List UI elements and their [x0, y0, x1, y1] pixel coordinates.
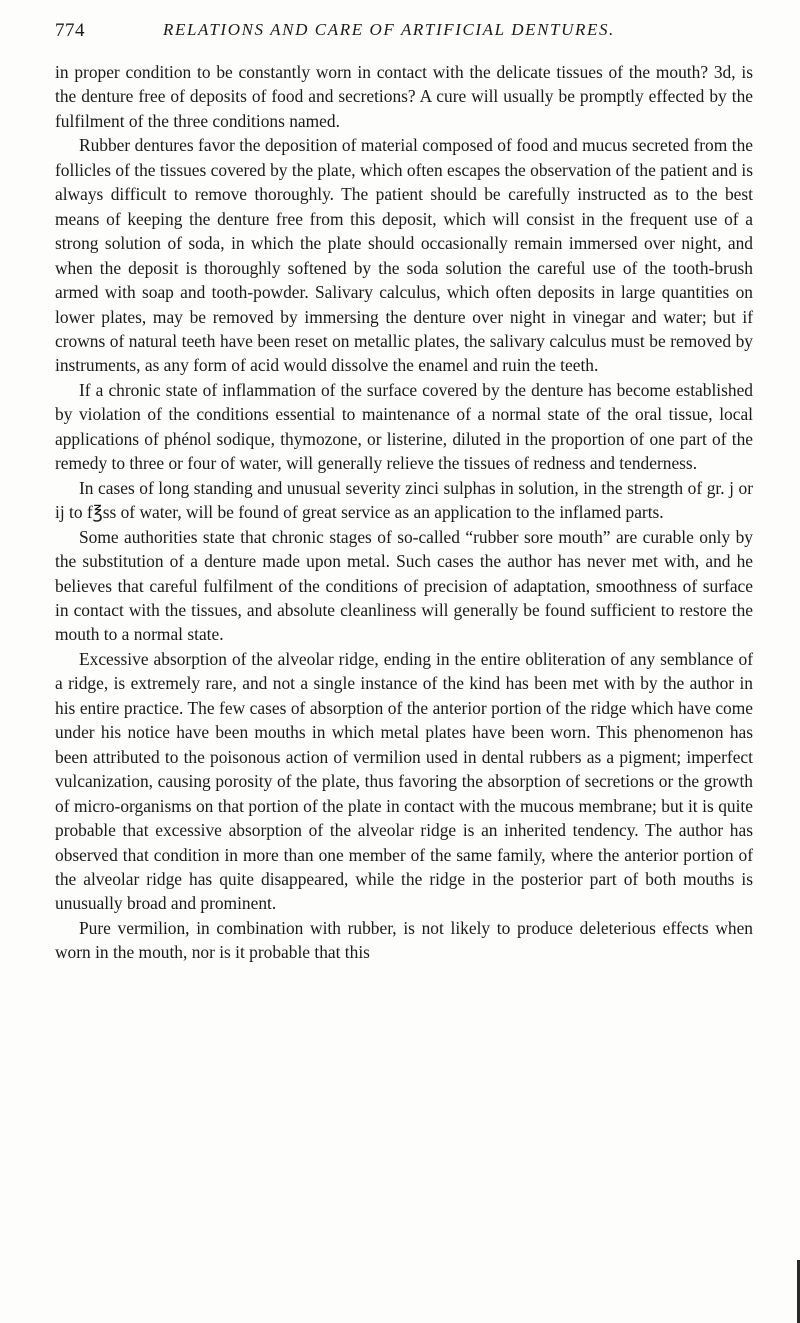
page-number: 774 [55, 20, 85, 41]
paragraph-rubber-sore-mouth: Some authorities state that chronic stages of so-called “rubber sore mouth” are curable only by the substitution of a denture made upon metal. Such cases the author has never met with, and he believes that careful fulfilment of the conditions of precision of adaptation, smoothness of surface in contact with the tissues, and absolute cleanliness will generally be found sufficient to restore the mouth to a normal state. [55, 526, 753, 645]
body-text [55, 60, 753, 965]
paragraph-chronic-inflammation: If a chronic state of inflammation of the surface covered by the denture has become established by violation of the conditions essential to maintenance of a normal state of the oral tissue, local applications of phénol sodique, thymozone, or listerine, diluted in the proportion of one part of the remedy to three or four of water, will generally relieve the tissues of redness and tenderness. [55, 379, 753, 474]
paragraph-zinci-sulphas: In cases of long standing and unusual severity zinci sulphas in solution, in the strength of gr. j or ij to f℥ss of water, will be found of great service as an application to the inflamed parts. [55, 477, 753, 523]
running-head [55, 20, 745, 48]
paragraph-excessive-absorption: Excessive absorption of the alveolar ridge, ending in the entire obliteration of any semblance of a ridge, is extremely rare, and not a single instance of the kind has been met with by the author in his entire practice. The few cases of absorption of the anterior portion of the ridge which have come under his notice have been mouths in which metal plates have been worn. This phenomenon has been attributed to the poisonous action of vermilion used in dental rubbers as a pigment; imperfect vulcanization, causing porosity of the plate, thus favoring the absorption of secretions or the growth of micro-organisms on that portion of the plate in contact with the mucous membrane; but it is quite probable that excessive absorption of the alveolar ridge is an inherited tendency. The author has observed that condition in more than one member of the same family, where the anterior portion of the alveolar ridge has quite disappeared, while the ridge in the posterior part of both mouths is unusually broad and prominent. [55, 648, 753, 914]
running-title: RELATIONS AND CARE OF ARTIFICIAL DENTURES. [163, 20, 615, 39]
paragraph-continued: in proper condition to be constantly worn in contact with the delicate tissues of the mouth? 3d, is the denture free of deposits of food and secretions? A cure will usually be promptly effected by the fulfilment of the three conditions named. [55, 62, 753, 131]
paragraph-pure-vermilion: Pure vermilion, in combination with rubber, is not likely to produce deleterious effects when worn in the mouth, nor is it probable that this [55, 917, 753, 963]
paragraph-rubber-dentures: Rubber dentures favor the deposition of material composed of food and mucus secreted from the follicles of the tissues covered by the plate, which often escapes the observation of the patient and is always difficult to remove thoroughly. The patient should be carefully instructed as to the best means of keeping the denture free from this deposit, which will consist in the frequent use of a strong solution of soda, in which the plate should occasionally remain immersed over night, and when the deposit is thoroughly softened by the soda solution the careful use of the tooth-brush armed with soap and tooth-powder. Salivary calculus, which often deposits in large quantities on lower plates, may be removed by immersing the denture over night in vinegar and water; but if crowns of natural teeth have been reset on metallic plates, the salivary calculus must be removed by instruments, as any form of acid would dissolve the enamel and ruin the teeth. [55, 135, 753, 376]
